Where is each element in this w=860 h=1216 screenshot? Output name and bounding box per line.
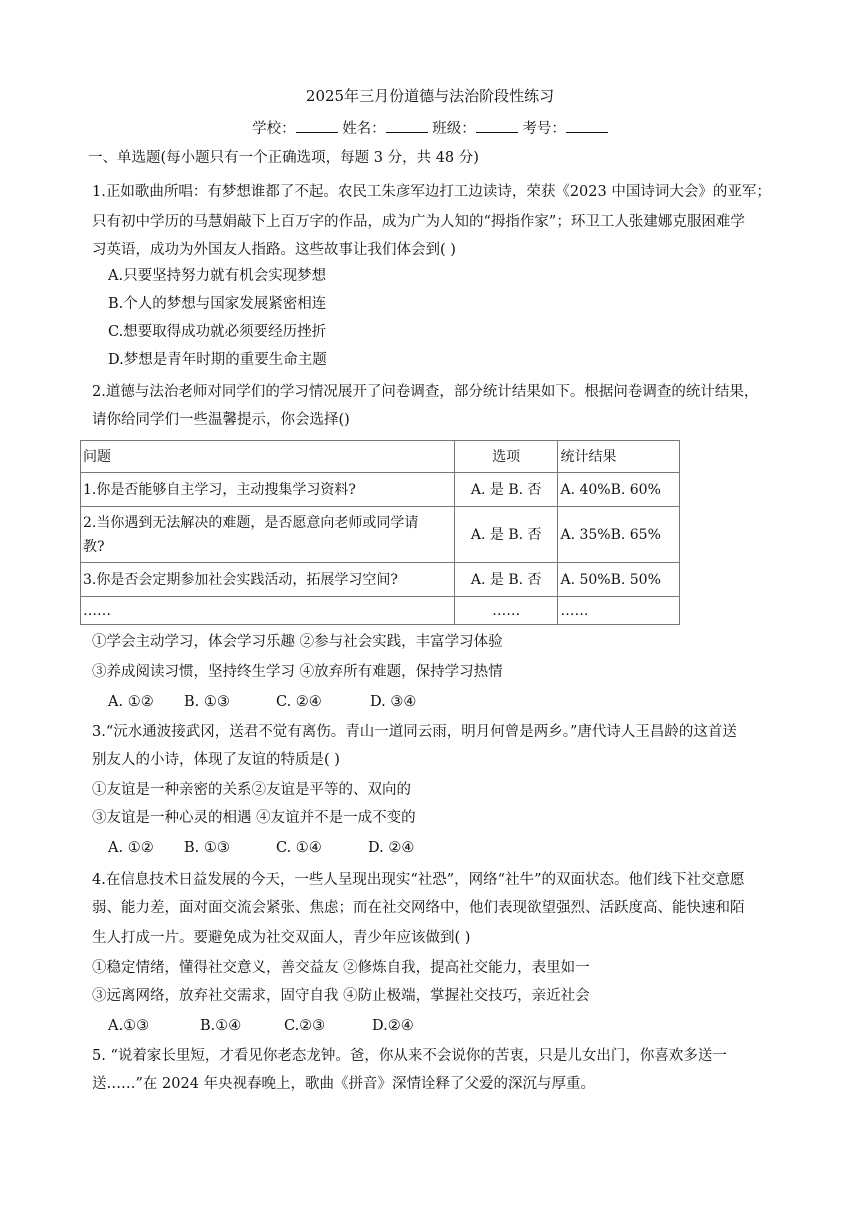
table-row [81, 563, 680, 597]
table-row [81, 473, 680, 507]
q2-choices [108, 692, 468, 712]
name-blank[interactable] [386, 118, 428, 133]
table-header-result: 统计结果 [558, 441, 680, 473]
q3-choice-d[interactable]: D. ②④ [368, 840, 415, 856]
q4-choice-b[interactable]: B.①④ [200, 1018, 242, 1034]
q3-choice-c[interactable]: C. ①④ [276, 840, 322, 856]
student-info-line [0, 118, 860, 139]
q4-statement-2: ③远离网络，放弃社交需求，固守自我 ④防止极端，掌握社交技巧，亲近社会 [92, 988, 590, 1004]
name-label: 姓名： [342, 121, 386, 137]
q4-choice-d[interactable]: D.②④ [372, 1018, 414, 1034]
q3-choices [108, 838, 468, 858]
q2-choice-c[interactable]: C. ②④ [276, 694, 322, 710]
q3-statement-2: ③友谊是一种心灵的相遇 ④友谊并不是一成不变的 [92, 810, 416, 826]
q1-option-b[interactable]: B.个人的梦想与国家发展紧密相连 [108, 296, 327, 312]
table-header-options: 选项 [454, 441, 558, 473]
q2-line-1: 2.道德与法治老师对同学们的学习情况展开了问卷调查，部分统计结果如下。根据问卷调查的统计结果， [92, 384, 759, 400]
table-cell-result: A. 50%B. 50% [558, 563, 680, 597]
q1-option-a[interactable]: A.只要坚持努力就有机会实现梦想 [108, 268, 327, 284]
q1-option-c[interactable]: C.想要取得成功就必须要经历挫折 [108, 324, 327, 340]
q3-line-2: 别友人的小诗，体现了友谊的特质是( ) [92, 752, 340, 768]
table-header-question: 问题 [81, 441, 455, 473]
table-cell-result: A. 40%B. 60% [558, 473, 680, 507]
q4-line-3: 生人打成一片。要避免成为社交双面人，青少年应该做到( ) [92, 930, 471, 946]
table-cell-question: 1.你是否能够自主学习，主动搜集学习资料? [81, 473, 455, 507]
q2-statement-2: ③养成阅读习惯，坚持终生学习 ④放弃所有难题，保持学习热情 [92, 664, 503, 680]
class-label: 班级： [432, 121, 476, 137]
table-cell-question-line-1: 2.当你遇到无法解决的难题，是否愿意向老师或同学请 [83, 514, 419, 531]
exam-no-blank[interactable] [566, 118, 608, 133]
q4-choices [108, 1016, 468, 1036]
survey-table [80, 440, 680, 625]
school-label: 学校： [252, 121, 296, 137]
q4-line-2: 弱、能力差，面对面交流会紧张、焦虑；而在社交网络中，他们表现欲望强烈、活跃度高、能快速和陌 [92, 900, 745, 916]
table-cell-result: A. 35%B. 65% [558, 507, 680, 563]
q2-statement-1: ①学会主动学习，体会学习乐趣 ②参与社会实践，丰富学习体验 [92, 634, 503, 650]
q3-choice-a[interactable]: A. ①② [108, 840, 154, 856]
q5-line-1: 5. “说着家长里短，才看见你老态龙钟。爸，你从来不会说你的苦衷，只是儿女出门，你喜欢多送一 [92, 1048, 727, 1064]
table-cell-question: …… [81, 597, 455, 625]
q4-statement-1: ①稳定情绪，懂得社交意义，善交益友 ②修炼自我，提高社交能力，表里如一 [92, 960, 590, 976]
q2-choice-b[interactable]: B. ①③ [184, 694, 230, 710]
table-header-row [81, 441, 680, 473]
page-title: 2025年三月份道德与法治阶段性练习 [305, 87, 555, 105]
table-cell-options: A. 是 B. 否 [454, 473, 558, 507]
table-cell-question-line-2: 教? [83, 538, 105, 555]
table-row [81, 597, 680, 625]
q1-line-2: 只有初中学历的马慧娟敲下上百万字的作品，成为广为人知的“拇指作家”；环卫工人张建娜克服困难学 [92, 214, 745, 230]
q4-choice-a[interactable]: A.①③ [108, 1018, 150, 1034]
q2-choice-d[interactable]: D. ③④ [370, 694, 417, 710]
school-blank[interactable] [296, 118, 338, 133]
class-blank[interactable] [476, 118, 518, 133]
q1-line-3: 习英语，成功为外国友人指路。这些故事让我们体会到( ) [92, 242, 456, 258]
q5-line-2: 送……”在 2024 年央视春晚上，歌曲《拼音》深情诠释了父爱的深沉与厚重。 [92, 1076, 596, 1092]
table-cell-question: 3.你是否会定期参加社会实践活动，拓展学习空间? [81, 563, 455, 597]
section-heading: 一、单选题(每小题只有一个正确选项，每题 3 分，共 48 分) [88, 150, 479, 166]
q4-line-1: 4.在信息技术日益发展的今天，一些人呈现出现实“社恐”，网络“社牛”的双面状态。他们线下社交意愿 [92, 872, 745, 888]
q4-choice-c[interactable]: C.②③ [284, 1018, 326, 1034]
q1-option-d[interactable]: D.梦想是青年时期的重要生命主题 [108, 352, 327, 368]
table-cell-options: A. 是 B. 否 [454, 563, 558, 597]
q2-choice-a[interactable]: A. ①② [108, 694, 154, 710]
q2-line-2: 请你给同学们一些温馨提示，你会选择() [92, 412, 350, 428]
table-cell-question [81, 507, 455, 563]
q3-line-1: 3.“沅水通波接武冈，送君不觉有离伤。青山一道同云雨，明月何曾是两乡。”唐代诗人王昌龄的这首送 [92, 724, 737, 740]
table-row [81, 507, 680, 563]
q3-statement-1: ①友谊是一种亲密的关系②友谊是平等的、双向的 [92, 782, 411, 798]
q3-choice-b[interactable]: B. ①③ [184, 840, 230, 856]
table-cell-result: …… [558, 597, 680, 625]
q1-line-1: 1.正如歌曲所唱：有梦想谁都了不起。农民工朱彦军边打工边读诗，荣获《2023 中国诗词大会》的亚军； [92, 184, 771, 200]
exam-no-label: 考号： [522, 121, 566, 137]
table-cell-options: A. 是 B. 否 [454, 507, 558, 563]
table-cell-options: …… [454, 597, 558, 625]
